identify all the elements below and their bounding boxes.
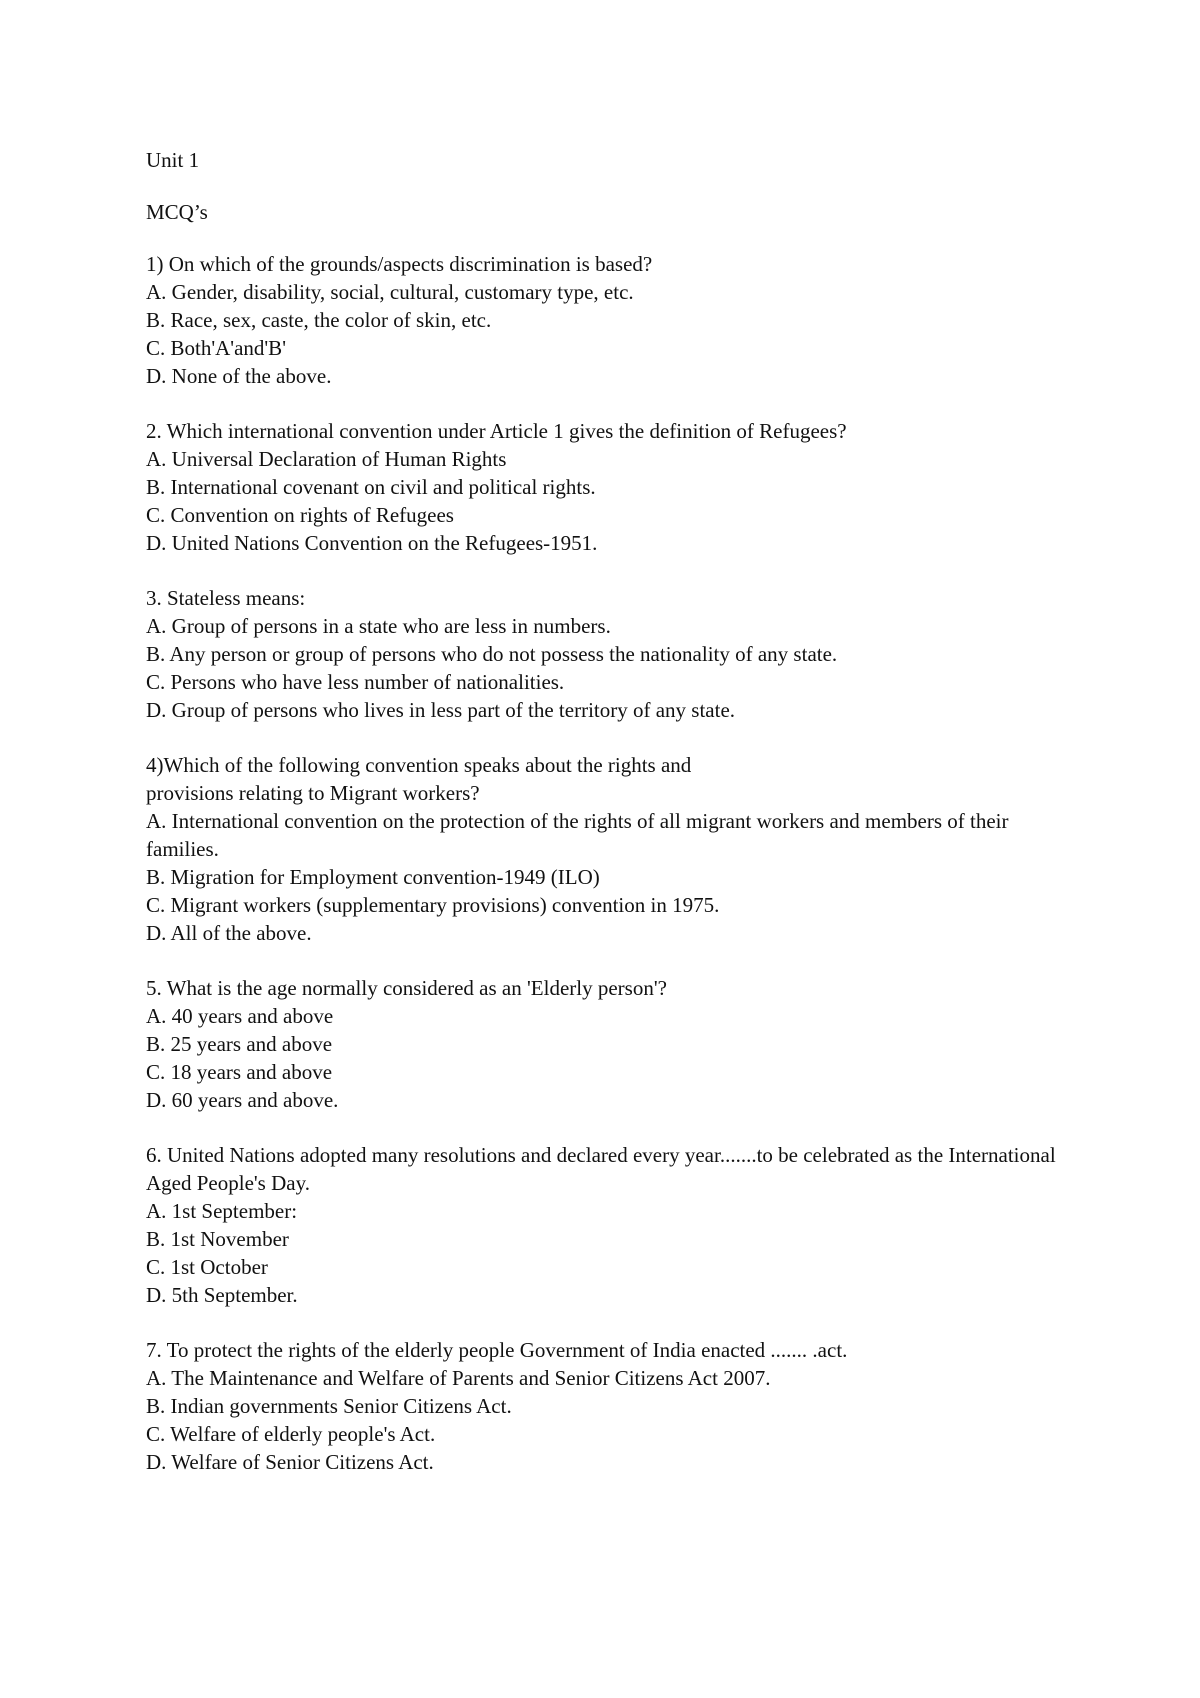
option-list <box>146 612 1086 724</box>
option-b: B. 25 years and above <box>146 1032 333 1056</box>
question-text: 2. Which international convention under Article 1 gives the definition of Refugees? <box>146 419 847 443</box>
question-1 <box>146 250 1086 390</box>
option-c: C. Welfare of elderly people's Act. <box>146 1422 436 1446</box>
question-4 <box>146 751 1086 947</box>
option-list <box>146 1002 1086 1114</box>
question-5 <box>146 974 1086 1114</box>
option-d: D. 60 years and above. <box>146 1088 339 1112</box>
unit-title: Unit 1 <box>146 148 200 172</box>
option-c: C. Persons who have less number of nationalities. <box>146 670 565 694</box>
option-b: B. Indian governments Senior Citizens Act. <box>146 1394 512 1418</box>
option-list <box>146 1197 1086 1309</box>
option-list <box>146 1364 1086 1476</box>
option-b: B. Any person or group of persons who do not possess the nationality of any state. <box>146 642 838 666</box>
option-c: C. Migrant workers (supplementary provisions) convention in 1975. <box>146 893 720 917</box>
option-a: A. Universal Declaration of Human Rights <box>146 447 507 471</box>
option-c: C. 1st October <box>146 1255 268 1279</box>
option-c: C. 18 years and above <box>146 1060 333 1084</box>
option-b: B. International covenant on civil and political rights. <box>146 475 596 499</box>
option-d: D. None of the above. <box>146 364 332 388</box>
question-6 <box>146 1141 1086 1309</box>
question-text: 3. Stateless means: <box>146 586 306 610</box>
question-3 <box>146 584 1086 724</box>
question-text: 5. What is the age normally considered as an 'Elderly person'? <box>146 976 667 1000</box>
option-c: C. Convention on rights of Refugees <box>146 503 454 527</box>
option-list <box>146 445 1086 557</box>
question-text: 6. United Nations adopted many resolutions and declared every year.......to be celebrated as the International Aged People's Day. <box>146 1143 1056 1195</box>
option-d: D. United Nations Convention on the Refugees-1951. <box>146 531 598 555</box>
option-a: A. International convention on the protection of the rights of all migrant workers and members of their families. <box>146 809 1009 861</box>
option-b: B. 1st November <box>146 1227 289 1251</box>
option-d: D. All of the above. <box>146 921 312 945</box>
option-a: A. 40 years and above <box>146 1004 334 1028</box>
question-text: 7. To protect the rights of the elderly people Government of India enacted ....... .act. <box>146 1338 848 1362</box>
option-b: B. Race, sex, caste, the color of skin, etc. <box>146 308 492 332</box>
option-d: D. Welfare of Senior Citizens Act. <box>146 1450 434 1474</box>
question-2 <box>146 417 1086 557</box>
question-text-line-1: 4)Which of the following convention speaks about the rights and <box>146 753 692 777</box>
option-b: B. Migration for Employment convention-1949 (ILO) <box>146 865 600 889</box>
option-d: D. Group of persons who lives in less part of the territory of any state. <box>146 698 736 722</box>
option-a: A. Gender, disability, social, cultural, customary type, etc. <box>146 280 634 304</box>
section-title: MCQ’s <box>146 200 208 224</box>
question-7 <box>146 1336 1086 1476</box>
option-list <box>146 278 1086 390</box>
option-list <box>146 807 1086 947</box>
option-a: A. The Maintenance and Welfare of Parents and Senior Citizens Act 2007. <box>146 1366 771 1390</box>
document-content <box>146 146 1086 1503</box>
option-a: A. 1st September: <box>146 1199 298 1223</box>
option-a: A. Group of persons in a state who are less in numbers. <box>146 614 611 638</box>
option-c: C. Both'A'and'B' <box>146 336 286 360</box>
option-d: D. 5th September. <box>146 1283 298 1307</box>
question-text-line-2: provisions relating to Migrant workers? <box>146 781 480 805</box>
question-text: 1) On which of the grounds/aspects discrimination is based? <box>146 252 653 276</box>
